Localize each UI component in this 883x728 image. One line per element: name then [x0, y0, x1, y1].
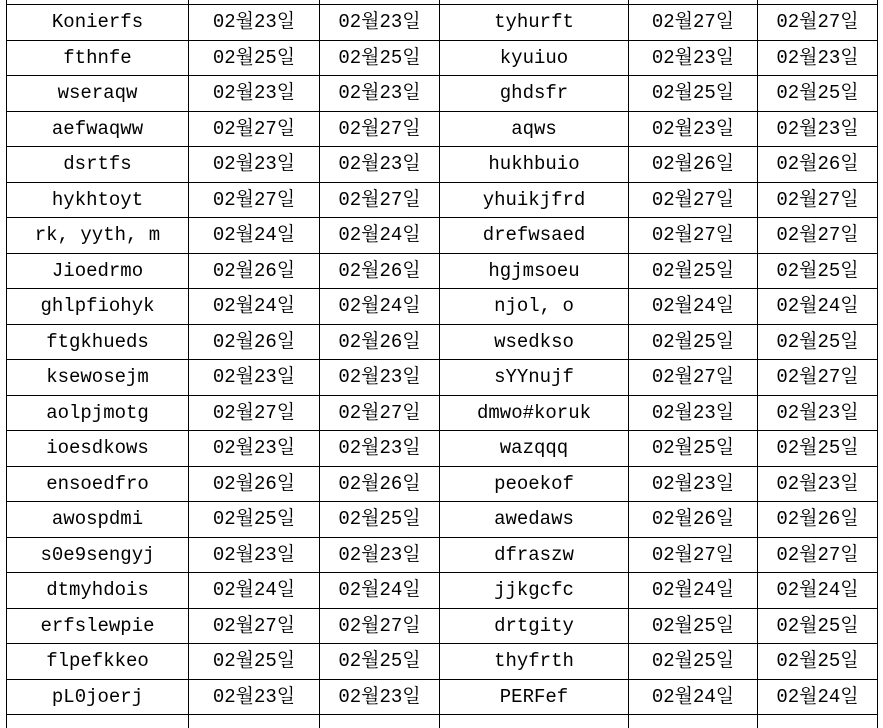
name-cell[interactable]: hukhbuio	[440, 147, 629, 183]
date-cell[interactable]: 02월25일	[629, 324, 758, 360]
table-row	[7, 466, 878, 502]
date-cell[interactable]: 02월27일	[758, 537, 878, 573]
partial-row-bottom	[7, 715, 878, 728]
name-cell[interactable]: Konierfs	[7, 5, 189, 41]
empty-cell	[440, 715, 629, 728]
date-cell[interactable]: 02월27일	[629, 5, 758, 41]
date-cell[interactable]: 02월25일	[629, 608, 758, 644]
date-cell[interactable]: 02월23일	[189, 431, 320, 467]
table-row	[7, 395, 878, 431]
table-body	[7, 5, 878, 715]
date-cell[interactable]: 02월23일	[758, 40, 878, 76]
table-row	[7, 147, 878, 183]
name-cell[interactable]: drtgity	[440, 608, 629, 644]
empty-cell	[629, 715, 758, 728]
date-cell[interactable]: 02월23일	[320, 5, 440, 41]
date-cell[interactable]: 02월24일	[189, 573, 320, 609]
date-cell[interactable]: 02월24일	[758, 679, 878, 715]
date-cell[interactable]: 02월23일	[629, 466, 758, 502]
date-cell[interactable]: 02월27일	[758, 218, 878, 254]
date-cell[interactable]: 02월23일	[189, 679, 320, 715]
date-cell[interactable]: 02월24일	[320, 289, 440, 325]
table-row	[7, 679, 878, 715]
name-cell[interactable]: pL0joerj	[7, 679, 189, 715]
table-row	[7, 5, 878, 41]
name-cell[interactable]: dsrtfs	[7, 147, 189, 183]
date-cell[interactable]: 02월23일	[320, 431, 440, 467]
name-cell[interactable]: ensoedfro	[7, 466, 189, 502]
date-cell[interactable]: 02월26일	[629, 147, 758, 183]
name-cell[interactable]: sYYnujf	[440, 360, 629, 396]
name-cell[interactable]: tyhurft	[440, 5, 629, 41]
date-cell[interactable]: 02월27일	[758, 5, 878, 41]
name-cell[interactable]: thyfrth	[440, 644, 629, 680]
date-cell[interactable]: 02월24일	[189, 289, 320, 325]
date-cell[interactable]: 02월27일	[320, 608, 440, 644]
date-cell[interactable]: 02월23일	[189, 5, 320, 41]
date-cell[interactable]: 02월24일	[758, 289, 878, 325]
date-cell[interactable]: 02월26일	[320, 253, 440, 289]
empty-cell	[189, 715, 320, 728]
table-row	[7, 76, 878, 112]
name-cell[interactable]: ftgkhueds	[7, 324, 189, 360]
date-cell[interactable]: 02월25일	[189, 644, 320, 680]
date-cell[interactable]: 02월26일	[320, 324, 440, 360]
name-cell[interactable]: aolpjmotg	[7, 395, 189, 431]
name-cell[interactable]: awedaws	[440, 502, 629, 538]
date-cell[interactable]: 02월25일	[758, 76, 878, 112]
date-cell[interactable]: 02월24일	[629, 573, 758, 609]
empty-cell	[320, 715, 440, 728]
date-cell[interactable]: 02월26일	[189, 253, 320, 289]
name-cell[interactable]: dtmyhdois	[7, 573, 189, 609]
name-cell[interactable]: wsedkso	[440, 324, 629, 360]
date-cell[interactable]: 02월23일	[320, 147, 440, 183]
date-cell[interactable]: 02월25일	[189, 40, 320, 76]
date-cell[interactable]: 02월27일	[758, 360, 878, 396]
table-row	[7, 289, 878, 325]
date-cell[interactable]: 02월23일	[629, 40, 758, 76]
date-cell[interactable]: 02월27일	[629, 537, 758, 573]
name-cell[interactable]: jjkgcfc	[440, 573, 629, 609]
date-cell[interactable]: 02월23일	[758, 466, 878, 502]
date-cell[interactable]: 02월25일	[320, 502, 440, 538]
date-cell[interactable]: 02월23일	[320, 679, 440, 715]
name-cell[interactable]: ghdsfr	[440, 76, 629, 112]
name-cell[interactable]: rk, yyth, m	[7, 218, 189, 254]
name-cell[interactable]: aqws	[440, 111, 629, 147]
name-cell[interactable]: peoekof	[440, 466, 629, 502]
date-cell[interactable]: 02월24일	[629, 289, 758, 325]
date-cell[interactable]: 02월27일	[189, 395, 320, 431]
empty-cell	[758, 715, 878, 728]
date-cell[interactable]: 02월23일	[320, 537, 440, 573]
date-cell[interactable]: 02월25일	[629, 431, 758, 467]
date-cell[interactable]: 02월23일	[629, 111, 758, 147]
date-cell[interactable]: 02월25일	[629, 644, 758, 680]
empty-cell	[7, 715, 189, 728]
date-cell[interactable]: 02월25일	[629, 253, 758, 289]
name-cell[interactable]: PERFef	[440, 679, 629, 715]
name-cell[interactable]: awospdmi	[7, 502, 189, 538]
table-row	[7, 360, 878, 396]
date-cell[interactable]: 02월25일	[758, 324, 878, 360]
name-cell[interactable]: flpefkkeo	[7, 644, 189, 680]
date-cell[interactable]: 02월23일	[320, 360, 440, 396]
name-cell[interactable]: Jioedrmo	[7, 253, 189, 289]
name-cell[interactable]: yhuikjfrd	[440, 182, 629, 218]
date-cell[interactable]: 02월27일	[189, 111, 320, 147]
date-cell[interactable]: 02월23일	[629, 395, 758, 431]
name-cell[interactable]: s0e9sengyj	[7, 537, 189, 573]
name-cell[interactable]: erfslewpie	[7, 608, 189, 644]
table-row	[7, 537, 878, 573]
date-cell[interactable]: 02월24일	[629, 679, 758, 715]
date-cell[interactable]: 02월26일	[758, 502, 878, 538]
date-cell[interactable]: 02월23일	[758, 395, 878, 431]
name-cell[interactable]: dmwo#koruk	[440, 395, 629, 431]
name-cell[interactable]: wazqqq	[440, 431, 629, 467]
date-cell[interactable]: 02월25일	[758, 253, 878, 289]
table-row	[7, 324, 878, 360]
date-cell[interactable]: 02월26일	[629, 502, 758, 538]
name-cell[interactable]: drefwsaed	[440, 218, 629, 254]
date-cell[interactable]: 02월27일	[320, 111, 440, 147]
date-cell[interactable]: 02월23일	[320, 76, 440, 112]
table-row	[7, 182, 878, 218]
date-cell[interactable]: 02월27일	[629, 360, 758, 396]
date-cell[interactable]: 02월25일	[629, 76, 758, 112]
date-cell[interactable]: 02월23일	[758, 111, 878, 147]
date-cell[interactable]: 02월26일	[189, 324, 320, 360]
table-row	[7, 608, 878, 644]
date-cell[interactable]: 02월24일	[320, 573, 440, 609]
table-row	[7, 218, 878, 254]
schedule-table	[6, 0, 878, 728]
date-cell[interactable]: 02월27일	[320, 182, 440, 218]
table-row	[7, 111, 878, 147]
date-cell[interactable]: 02월25일	[189, 502, 320, 538]
date-cell[interactable]: 02월23일	[189, 360, 320, 396]
name-cell[interactable]: kyuiuo	[440, 40, 629, 76]
name-cell[interactable]: aefwaqww	[7, 111, 189, 147]
date-cell[interactable]: 02월25일	[758, 431, 878, 467]
date-cell[interactable]: 02월26일	[320, 466, 440, 502]
date-cell[interactable]: 02월23일	[189, 76, 320, 112]
date-cell[interactable]: 02월24일	[758, 573, 878, 609]
date-cell[interactable]: 02월24일	[189, 218, 320, 254]
table-row	[7, 431, 878, 467]
date-cell[interactable]: 02월27일	[629, 218, 758, 254]
table-row	[7, 502, 878, 538]
date-cell[interactable]: 02월23일	[189, 537, 320, 573]
name-cell[interactable]: wseraqw	[7, 76, 189, 112]
table-row	[7, 573, 878, 609]
date-cell[interactable]: 02월26일	[758, 147, 878, 183]
name-cell[interactable]: dfraszw	[440, 537, 629, 573]
date-cell[interactable]: 02월27일	[758, 182, 878, 218]
date-cell[interactable]: 02월27일	[629, 182, 758, 218]
name-cell[interactable]: ioesdkows	[7, 431, 189, 467]
date-cell[interactable]: 02월24일	[320, 218, 440, 254]
date-cell[interactable]: 02월26일	[189, 466, 320, 502]
date-cell[interactable]: 02월25일	[758, 644, 878, 680]
name-cell[interactable]: njol, o	[440, 289, 629, 325]
date-cell[interactable]: 02월27일	[189, 608, 320, 644]
name-cell[interactable]: hgjmsoeu	[440, 253, 629, 289]
date-cell[interactable]: 02월25일	[320, 644, 440, 680]
date-cell[interactable]: 02월27일	[320, 395, 440, 431]
name-cell[interactable]: ksewosejm	[7, 360, 189, 396]
date-cell[interactable]: 02월27일	[189, 182, 320, 218]
name-cell[interactable]: ghlpfiohyk	[7, 289, 189, 325]
name-cell[interactable]: fthnfe	[7, 40, 189, 76]
date-cell[interactable]: 02월23일	[189, 147, 320, 183]
table-row	[7, 644, 878, 680]
table-row	[7, 40, 878, 76]
table-filler-bottom	[7, 715, 878, 728]
date-cell[interactable]: 02월25일	[758, 608, 878, 644]
table-row	[7, 253, 878, 289]
name-cell[interactable]: hykhtoyt	[7, 182, 189, 218]
date-cell[interactable]: 02월25일	[320, 40, 440, 76]
